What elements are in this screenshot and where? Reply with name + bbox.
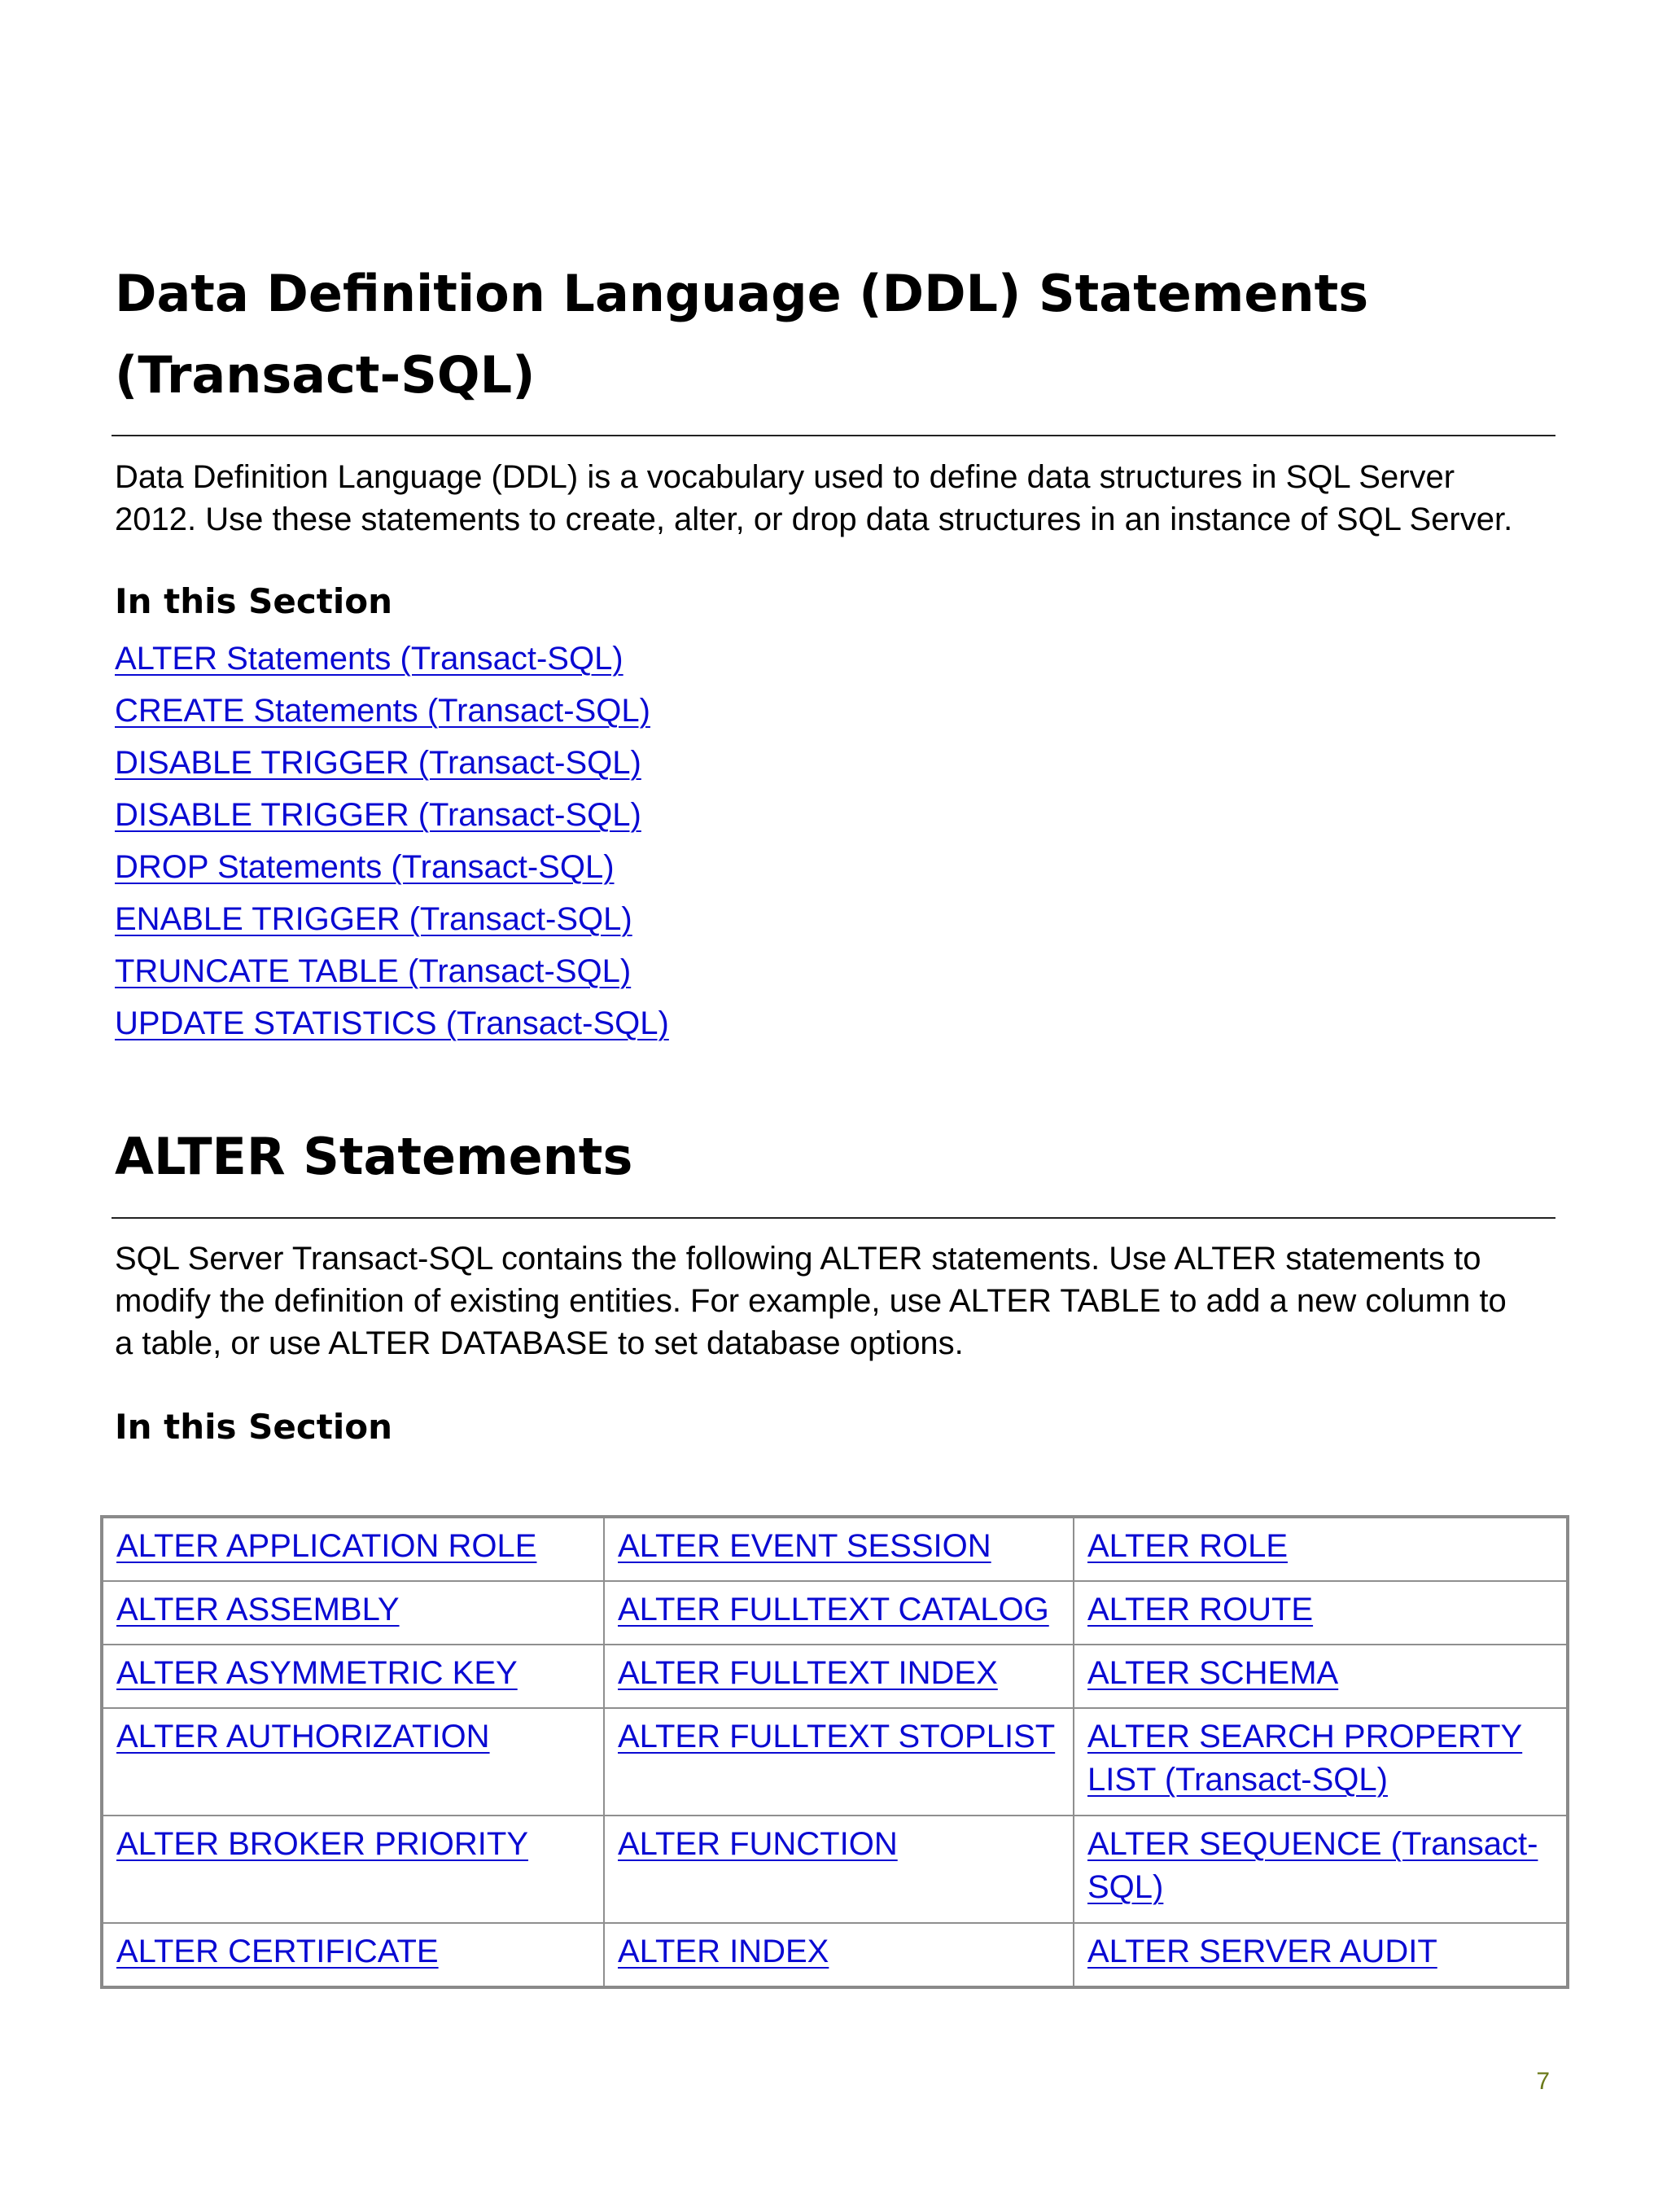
- table-link[interactable]: ALTER ROLE: [1087, 1528, 1288, 1564]
- link-drop-statements[interactable]: DROP Statements (Transact-SQL): [115, 849, 615, 885]
- table-row: [102, 1517, 1568, 1581]
- table-link[interactable]: ALTER CERTIFICATE: [116, 1934, 439, 1969]
- table-row: [102, 1923, 1568, 1987]
- table-cell: [102, 1581, 604, 1645]
- section-link-list: [115, 637, 669, 1053]
- link-disable-trigger[interactable]: DISABLE TRIGGER (Transact-SQL): [115, 745, 641, 781]
- section-heading-in-this-section: In this Section: [115, 581, 393, 621]
- table-link[interactable]: ALTER SEQUENCE (Transact-SQL): [1087, 1826, 1538, 1905]
- table-link[interactable]: ALTER APPLICATION ROLE: [116, 1528, 537, 1564]
- table-link[interactable]: ALTER FUNCTION: [618, 1826, 898, 1862]
- link-disable-trigger-2[interactable]: DISABLE TRIGGER (Transact-SQL): [115, 797, 641, 833]
- table-row: [102, 1816, 1568, 1923]
- section-heading-in-this-section-2: In this Section: [115, 1407, 393, 1447]
- link-alter-statements[interactable]: ALTER Statements (Transact-SQL): [115, 641, 623, 677]
- alter-line-3: a table, or use ALTER DATABASE to set database options.: [115, 1325, 964, 1361]
- alter-divider: [112, 1217, 1555, 1219]
- table-link[interactable]: ALTER ROUTE: [1087, 1592, 1314, 1627]
- table-cell: [604, 1708, 1074, 1816]
- table-cell: [604, 1517, 1074, 1581]
- section-title-alter-statements: ALTER Statements: [115, 1127, 633, 1186]
- table-link[interactable]: ALTER BROKER PRIORITY: [116, 1826, 529, 1862]
- link-truncate-table[interactable]: TRUNCATE TABLE (Transact-SQL): [115, 953, 632, 989]
- intro-paragraph: [115, 456, 1580, 541]
- page-number: 7: [1536, 2068, 1550, 2095]
- table-link[interactable]: ALTER INDEX: [618, 1934, 829, 1969]
- table-cell: [102, 1645, 604, 1708]
- list-item: [115, 637, 669, 689]
- table-link[interactable]: ALTER EVENT SESSION: [618, 1528, 991, 1564]
- alter-paragraph: [115, 1237, 1580, 1364]
- list-item: [115, 741, 669, 793]
- table-link[interactable]: ALTER SEARCH PROPERTY LIST (Transact-SQL): [1087, 1719, 1523, 1798]
- table-cell: [102, 1923, 604, 1987]
- alter-line-1: SQL Server Transact-SQL contains the following ALTER statements. Use ALTER statements to: [115, 1241, 1481, 1277]
- link-update-statistics[interactable]: UPDATE STATISTICS (Transact-SQL): [115, 1005, 669, 1041]
- list-item: [115, 897, 669, 949]
- table-link[interactable]: ALTER FULLTEXT INDEX: [618, 1655, 998, 1691]
- table-cell: [604, 1581, 1074, 1645]
- intro-line-1: Data Definition Language (DDL) is a vocabulary used to define data structures in SQL Server: [115, 459, 1455, 495]
- table-cell: [102, 1517, 604, 1581]
- table-cell: [102, 1708, 604, 1816]
- table-cell: [102, 1816, 604, 1923]
- table-cell: [604, 1645, 1074, 1708]
- table-cell: [1074, 1517, 1568, 1581]
- table-link[interactable]: ALTER SERVER AUDIT: [1087, 1934, 1437, 1969]
- table-link[interactable]: ALTER FULLTEXT STOPLIST: [618, 1719, 1056, 1754]
- list-item: [115, 1001, 669, 1053]
- alter-line-2: modify the definition of existing entities. For example, use ALTER TABLE to add a new column to: [115, 1283, 1507, 1319]
- table-link[interactable]: ALTER AUTHORIZATION: [116, 1719, 490, 1754]
- table-cell: [604, 1923, 1074, 1987]
- table-link[interactable]: ALTER ASYMMETRIC KEY: [116, 1655, 518, 1691]
- table-row: [102, 1645, 1568, 1708]
- table-cell: [604, 1816, 1074, 1923]
- table-link[interactable]: ALTER SCHEMA: [1087, 1655, 1339, 1691]
- page-title-line-2: (Transact-SQL): [115, 345, 536, 405]
- table-cell: [1074, 1645, 1568, 1708]
- list-item: [115, 845, 669, 897]
- link-enable-trigger[interactable]: ENABLE TRIGGER (Transact-SQL): [115, 901, 632, 937]
- alter-statements-table: [100, 1515, 1569, 1989]
- table-cell: [1074, 1581, 1568, 1645]
- list-item: [115, 689, 669, 741]
- table-row: [102, 1581, 1568, 1645]
- link-create-statements[interactable]: CREATE Statements (Transact-SQL): [115, 693, 650, 729]
- table-cell: [1074, 1816, 1568, 1923]
- table-row: [102, 1708, 1568, 1816]
- list-item: [115, 793, 669, 845]
- list-item: [115, 949, 669, 1001]
- page-title-line-1: Data Definition Language (DDL) Statements: [115, 264, 1369, 323]
- intro-line-2: 2012. Use these statements to create, alter, or drop data structures in an instance of SQL Server.: [115, 502, 1513, 537]
- table-link[interactable]: ALTER ASSEMBLY: [116, 1592, 400, 1627]
- table-link[interactable]: ALTER FULLTEXT CATALOG: [618, 1592, 1049, 1627]
- table-cell: [1074, 1923, 1568, 1987]
- table-cell: [1074, 1708, 1568, 1816]
- title-divider: [112, 435, 1555, 436]
